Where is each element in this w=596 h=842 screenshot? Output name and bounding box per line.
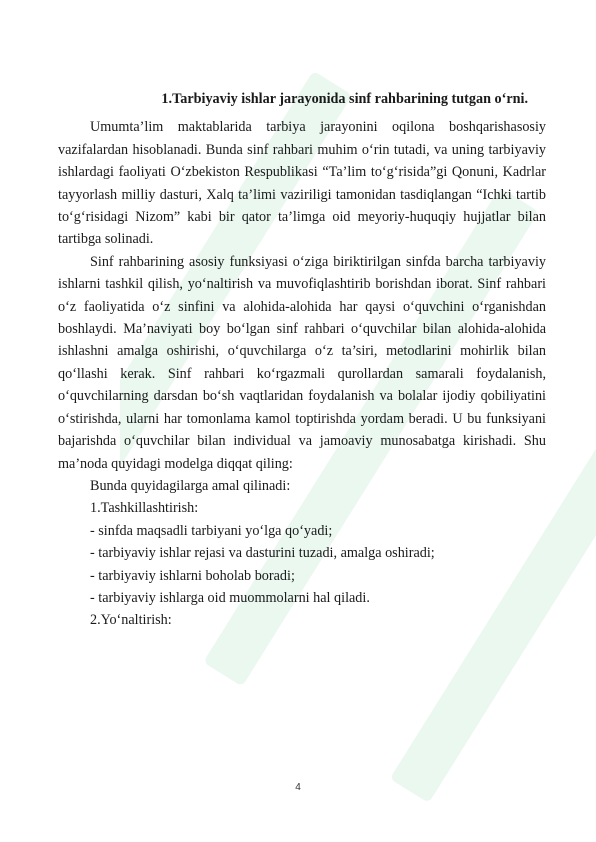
page-number: 4 [295, 782, 301, 793]
list-item: - sinfda maqsadli tarbiyani yo‘lga qo‘yadi; [90, 522, 333, 539]
list-item: - tarbiyaviy ishlarni boholab boradi; [90, 567, 295, 584]
paragraph: Umumta’lim maktablarida tarbiya jarayonini oqilona boshqarishasosiy vazifalardan hisoblanadi. Bunda sinf rahbari muhim o‘rin tutadi, va uning tarbiyaviy ishlardagi faoliyati O‘zbekiston Respublikasi “Ta’lim to‘g‘risida”gi Qonuni, Kadrlar tayyorlash milliy dasturi, Xalq ta’limi vaziriligi tamonidan tasdiqlangan “Ichki tartib to‘g‘risidagi Nizom” kabi bir qator ta’limga oid meyoriy-huquqiy hujjatlar bilan tartibga solinadi. [58, 119, 546, 248]
document-page [58, 88, 546, 632]
list-heading: 1.Tashkillashtirish: [90, 500, 199, 517]
text-line: Bunda quyidagilarga amal qilinadi: [90, 477, 291, 494]
list-item: - tarbiyaviy ishlarga oid muommolarni hal qiladi. [90, 589, 370, 606]
list-item: - tarbiyaviy ishlar rejasi va dasturini tuzadi, amalga oshiradi; [90, 545, 435, 562]
section-title: 1.Tarbiyaviy ishlar jarayonida sinf rahbarining tutgan o‘rni. [161, 91, 528, 107]
list-heading: 2.Yo‘naltirish: [90, 612, 172, 629]
paragraph: Sinf rahbarining asosiy funksiyasi o‘ziga biriktirilgan sinfda barcha tarbiyaviy ishlarni tashkil qilish, yo‘naltirish va muvofiqlashtirib borishdan iborat. Sinf rahbari o‘z faoliyatida o‘z sinfini va alohida-alohida har qaysi o‘quvchini o‘rganishdan boshlaydi. Ma’naviyati boy bo‘lgan sinf rahbari o‘quvchilar bilan alohida-alohida ishlashni amalga oshirishi, o‘quvchilarga o‘z ta’siri, metodlarini mohirlik bilan qo‘llashi kerak. Sinf rahbari ko‘rgazmali qurollardan samarali foydalanish, o‘quvchilarning darsdan bo‘sh vaqtlaridan foydalanish va bolalar ijodiy qobiliyatini o‘stirishda, ularni har tomonlama kamol toptirishda yordam beradi. U bu funksiyani bajarishda o‘quvchilar bilan individual va jamoaviy munosabatga kirishadi. Shu ma’noda quyidagi modelga diqqat qiling: [58, 253, 546, 472]
